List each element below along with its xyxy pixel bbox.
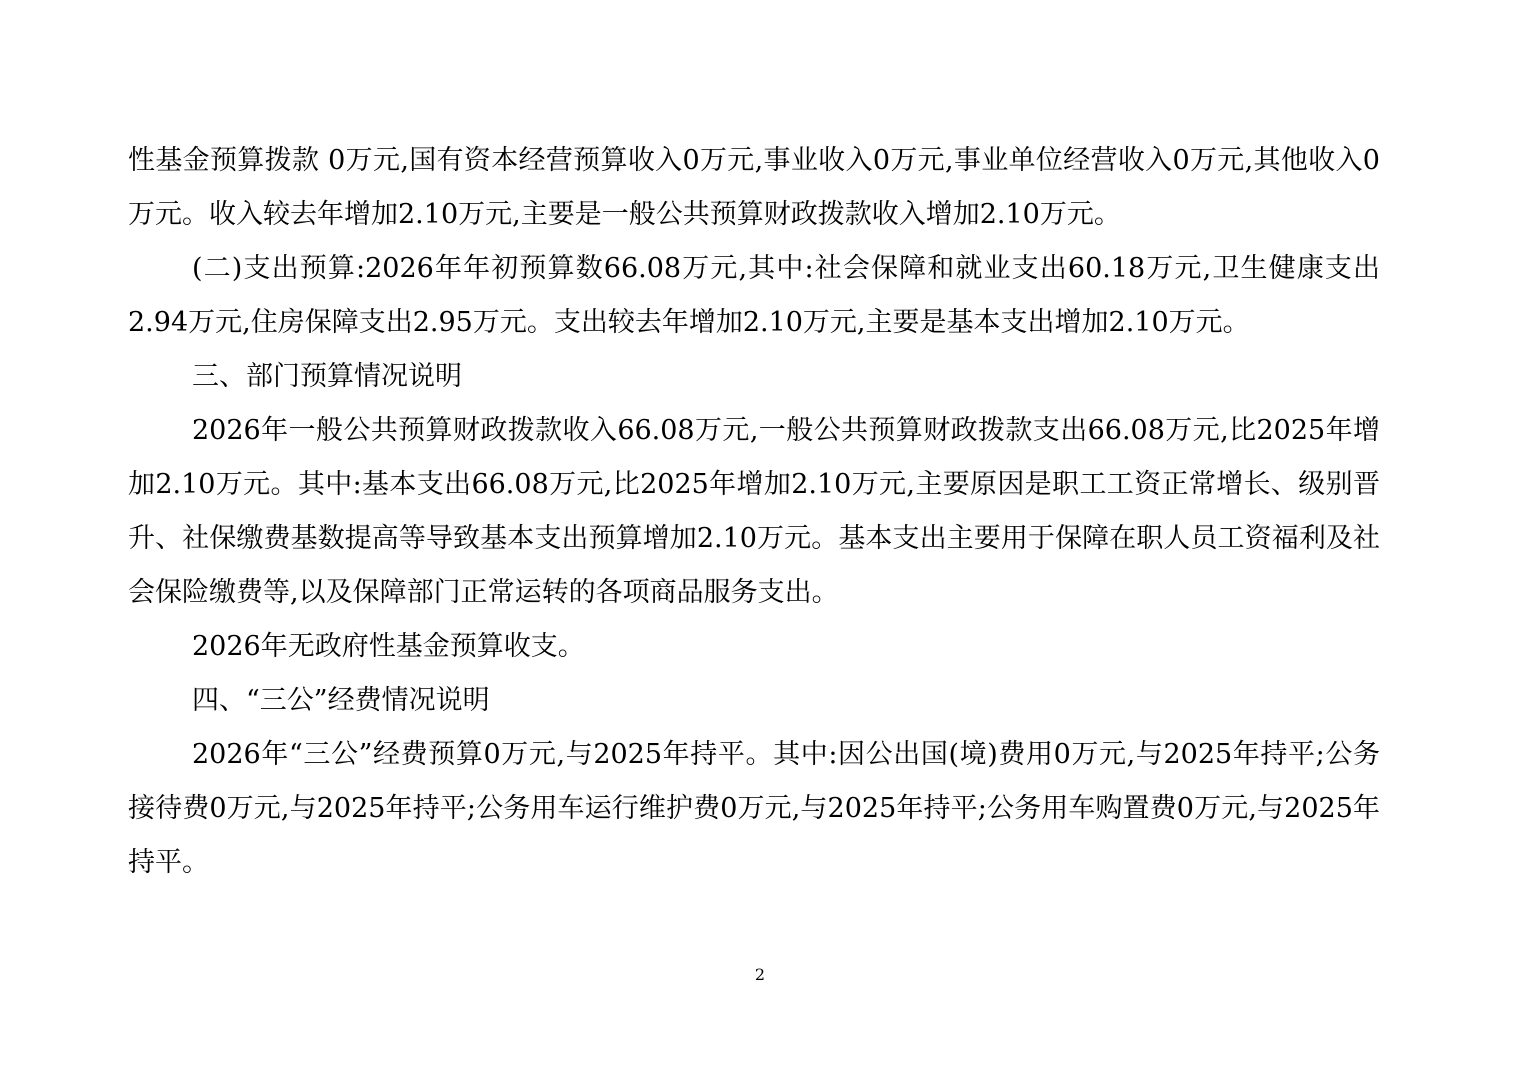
document-body [128,134,1380,890]
paragraph-income-continued: 性基金预算拨款 0万元,国有资本经营预算收入0万元,事业收入0万元,事业单位经营收入0万元,其他收入0万元。收入较去年增加2.10万元,主要是一般公共预算财政拨款收入增加2.10万元。 [128,145,1380,230]
section-heading-three-public-expenses: 四、“三公”经费情况说明 [192,685,490,716]
page-number: 2 [754,965,766,984]
paragraph-government-fund: 2026年无政府性基金预算收支。 [192,631,585,662]
paragraph-expenditure-budget: (二)支出预算:2026年年初预算数66.08万元,其中:社会保障和就业支出60.18万元,卫生健康支出2.94万元,住房保障支出2.95万元。支出较去年增加2.10万元,主要是基本支出增加2.10万元。 [128,253,1380,338]
paragraph-general-public-budget: 2026年一般公共预算财政拨款收入66.08万元,一般公共预算财政拨款支出66.08万元,比2025年增加2.10万元。其中:基本支出66.08万元,比2025年增加2.10万元,主要原因是职工工资正常增长、级别晋升、社保缴费基数提高等导致基本支出预算增加2.10万元。基本支出主要用于保障在职人员工资福利及社会保险缴费等,以及保障部门正常运转的各项商品服务支出。 [128,415,1380,608]
section-heading-department-budget: 三、部门预算情况说明 [192,361,462,392]
paragraph-three-public-expenses: 2026年“三公”经费预算0万元,与2025年持平。其中:因公出国(境)费用0万元,与2025年持平;公务接待费0万元,与2025年持平;公务用车运行维护费0万元,与2025年持平;公务用车购置费0万元,与2025年持平。 [128,739,1380,878]
